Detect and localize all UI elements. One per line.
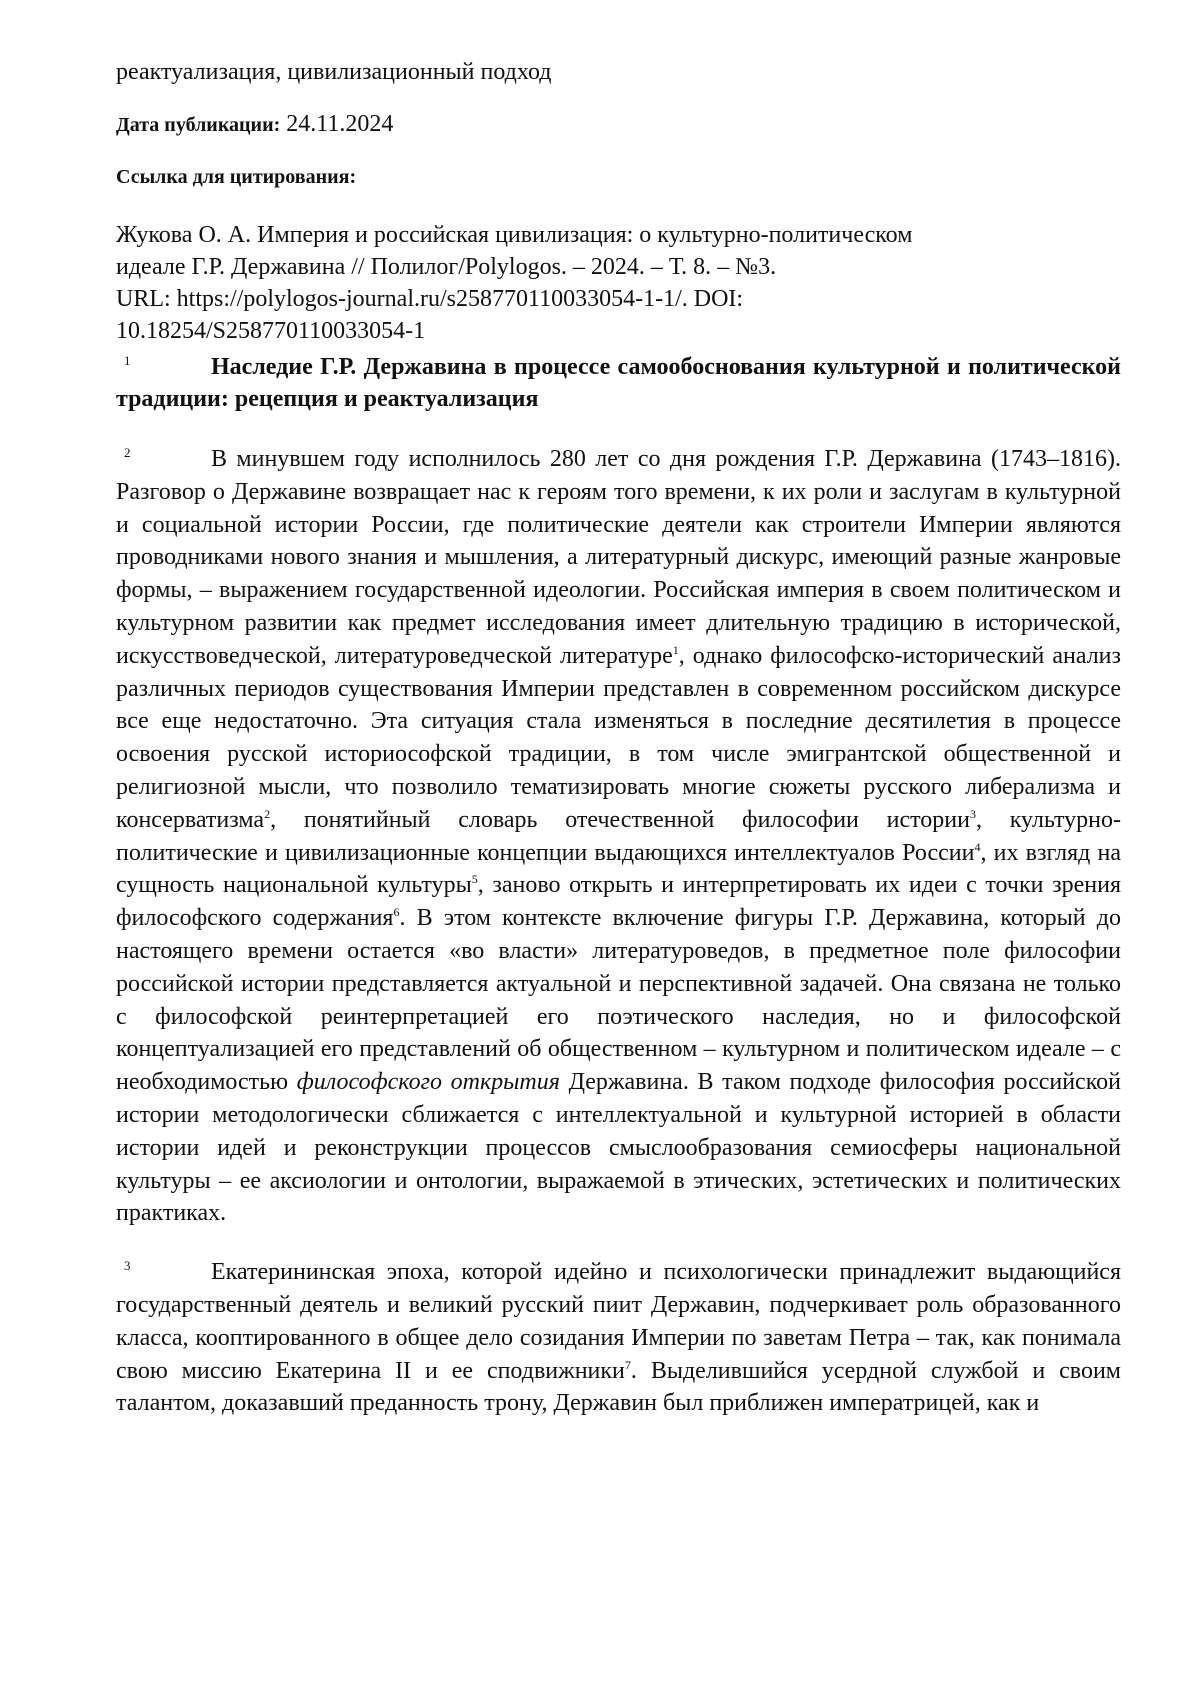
- keywords-continuation: реактуализация, цивилизационный подход: [116, 59, 552, 85]
- paragraph-text: . В этом контексте включение фигуры Г.Р. Державина, который до настоящего времени остается «во власти» литературоведов, в предметное поле философии российской истории представляется актуальной и перспективной задачей. Она связана не только с философской реинтерпретацией его поэтического наследия, но и философской концептуализацией его представлений об общественном – культурном и политическом идеале – с необходимостью: [116, 905, 1122, 1096]
- paragraph-text: . Выделившийся усердной службой и своим талантом, доказавший преданность трону, Державин был приближен императрицей, как и: [116, 1357, 1121, 1417]
- footnote-ref-1[interactable]: 1: [672, 642, 679, 657]
- paragraph-text: , заново открыть и интерпретировать их идеи с точки зрения философского содержания: [116, 872, 1122, 932]
- publication-date-value: 24.11.2024: [286, 111, 394, 137]
- paragraph-number: 3: [124, 1258, 131, 1274]
- citation-line-url[interactable]: URL: https://polylogos-journal.ru/s258770110033054-1-1/. DOI:: [116, 286, 744, 312]
- paragraph-text: , их взгляд на сущность национальной культуры: [116, 839, 1121, 899]
- footnote-ref-3[interactable]: 3: [969, 806, 976, 821]
- emphasis-text: философского открытия: [296, 1069, 560, 1096]
- footnote-ref-5[interactable]: 5: [471, 872, 478, 887]
- citation-label: Ссылка для цитирования:: [116, 166, 357, 188]
- citation-block: [116, 219, 1121, 347]
- document-page: [116, 56, 1121, 1420]
- paragraph-text: Екатерининская эпоха, которой идейно и психологически принадлежит выдающийся государственный деятель и великий русский пиит Державин, подчеркивает роль образованного класса, кооптированного в общее дело созидания Империи по заветам Петра – так, как понимала свою миссию Екатерина II и ее сподвижники: [116, 1259, 1121, 1384]
- footnote-ref-2[interactable]: 2: [264, 806, 271, 821]
- section-heading: [116, 351, 1121, 415]
- paragraph-2: [116, 443, 1121, 1230]
- citation-line-doi: 10.18254/S258770110033054-1: [116, 318, 426, 344]
- citation-line: идеале Г.Р. Державина // Полилог/Polylogos. – 2024. – Т. 8. – №3.: [116, 254, 777, 280]
- paragraph-text: , однако философско-исторический анализ различных периодов существования Империи представлен в современном российском дискурсе все еще недостаточно. Эта ситуация стала изменяться в последние десятилетия в процессе освоения русской историософской традиции, в том числе эмигрантской общественной и религиозной мысли, что позволило тематизировать многие сюжеты русского либерализма и консерватизма: [116, 642, 1121, 833]
- section-heading-text: Наследие Г.Р. Державина в процессе самообоснования культурной и политической традиции: рецепция и реактуализация: [116, 354, 1121, 412]
- publication-date-label: Дата публикации:: [116, 114, 281, 136]
- citation-line: Жукова О. А. Империя и российская цивилизация: о культурно-политическом: [116, 222, 913, 248]
- paragraph-number: 2: [124, 445, 131, 460]
- paragraph-text: , понятийный словарь отечественной философии истории: [270, 806, 970, 833]
- paragraph-text: В минувшем году исполнилось 280 лет со дня рождения Г.Р. Державина (1743–1816). Разговор о Державине возвращает нас к героям того времени, к их роли и заслугам в культурной и социальной истории России, где политические деятели как строители Империи являются проводниками нового знания и мышления, а литературный дискурс, имеющий разные жанровые формы, – выражением государственной идеологии. Российская империя в своем политическом и культурном развитии как предмет исследования имеет длительную традицию в исторической, искусствоведческой, литературоведческой литературе: [116, 446, 1121, 669]
- footnote-ref-4[interactable]: 4: [974, 839, 981, 854]
- footnote-ref-6[interactable]: 6: [393, 905, 400, 920]
- footnote-ref-7[interactable]: 7: [624, 1357, 631, 1372]
- paragraph-text: , культурно-политические и цивилизационные концепции выдающихся интеллектуалов России: [116, 806, 1121, 866]
- publication-date-line: [116, 108, 1121, 141]
- paragraph-number: 1: [124, 353, 131, 368]
- paragraph-text: Державина. В таком подходе философия российской истории методологически сближается с интеллектуальной и культурной историей в области истории идей и реконструкции процессов смыслообразования семиосферы национальной культуры – ее аксиологии и онтологии, выражаемой в этических, эстетических и политических практиках.: [116, 1069, 1121, 1227]
- paragraph-3: [116, 1256, 1121, 1420]
